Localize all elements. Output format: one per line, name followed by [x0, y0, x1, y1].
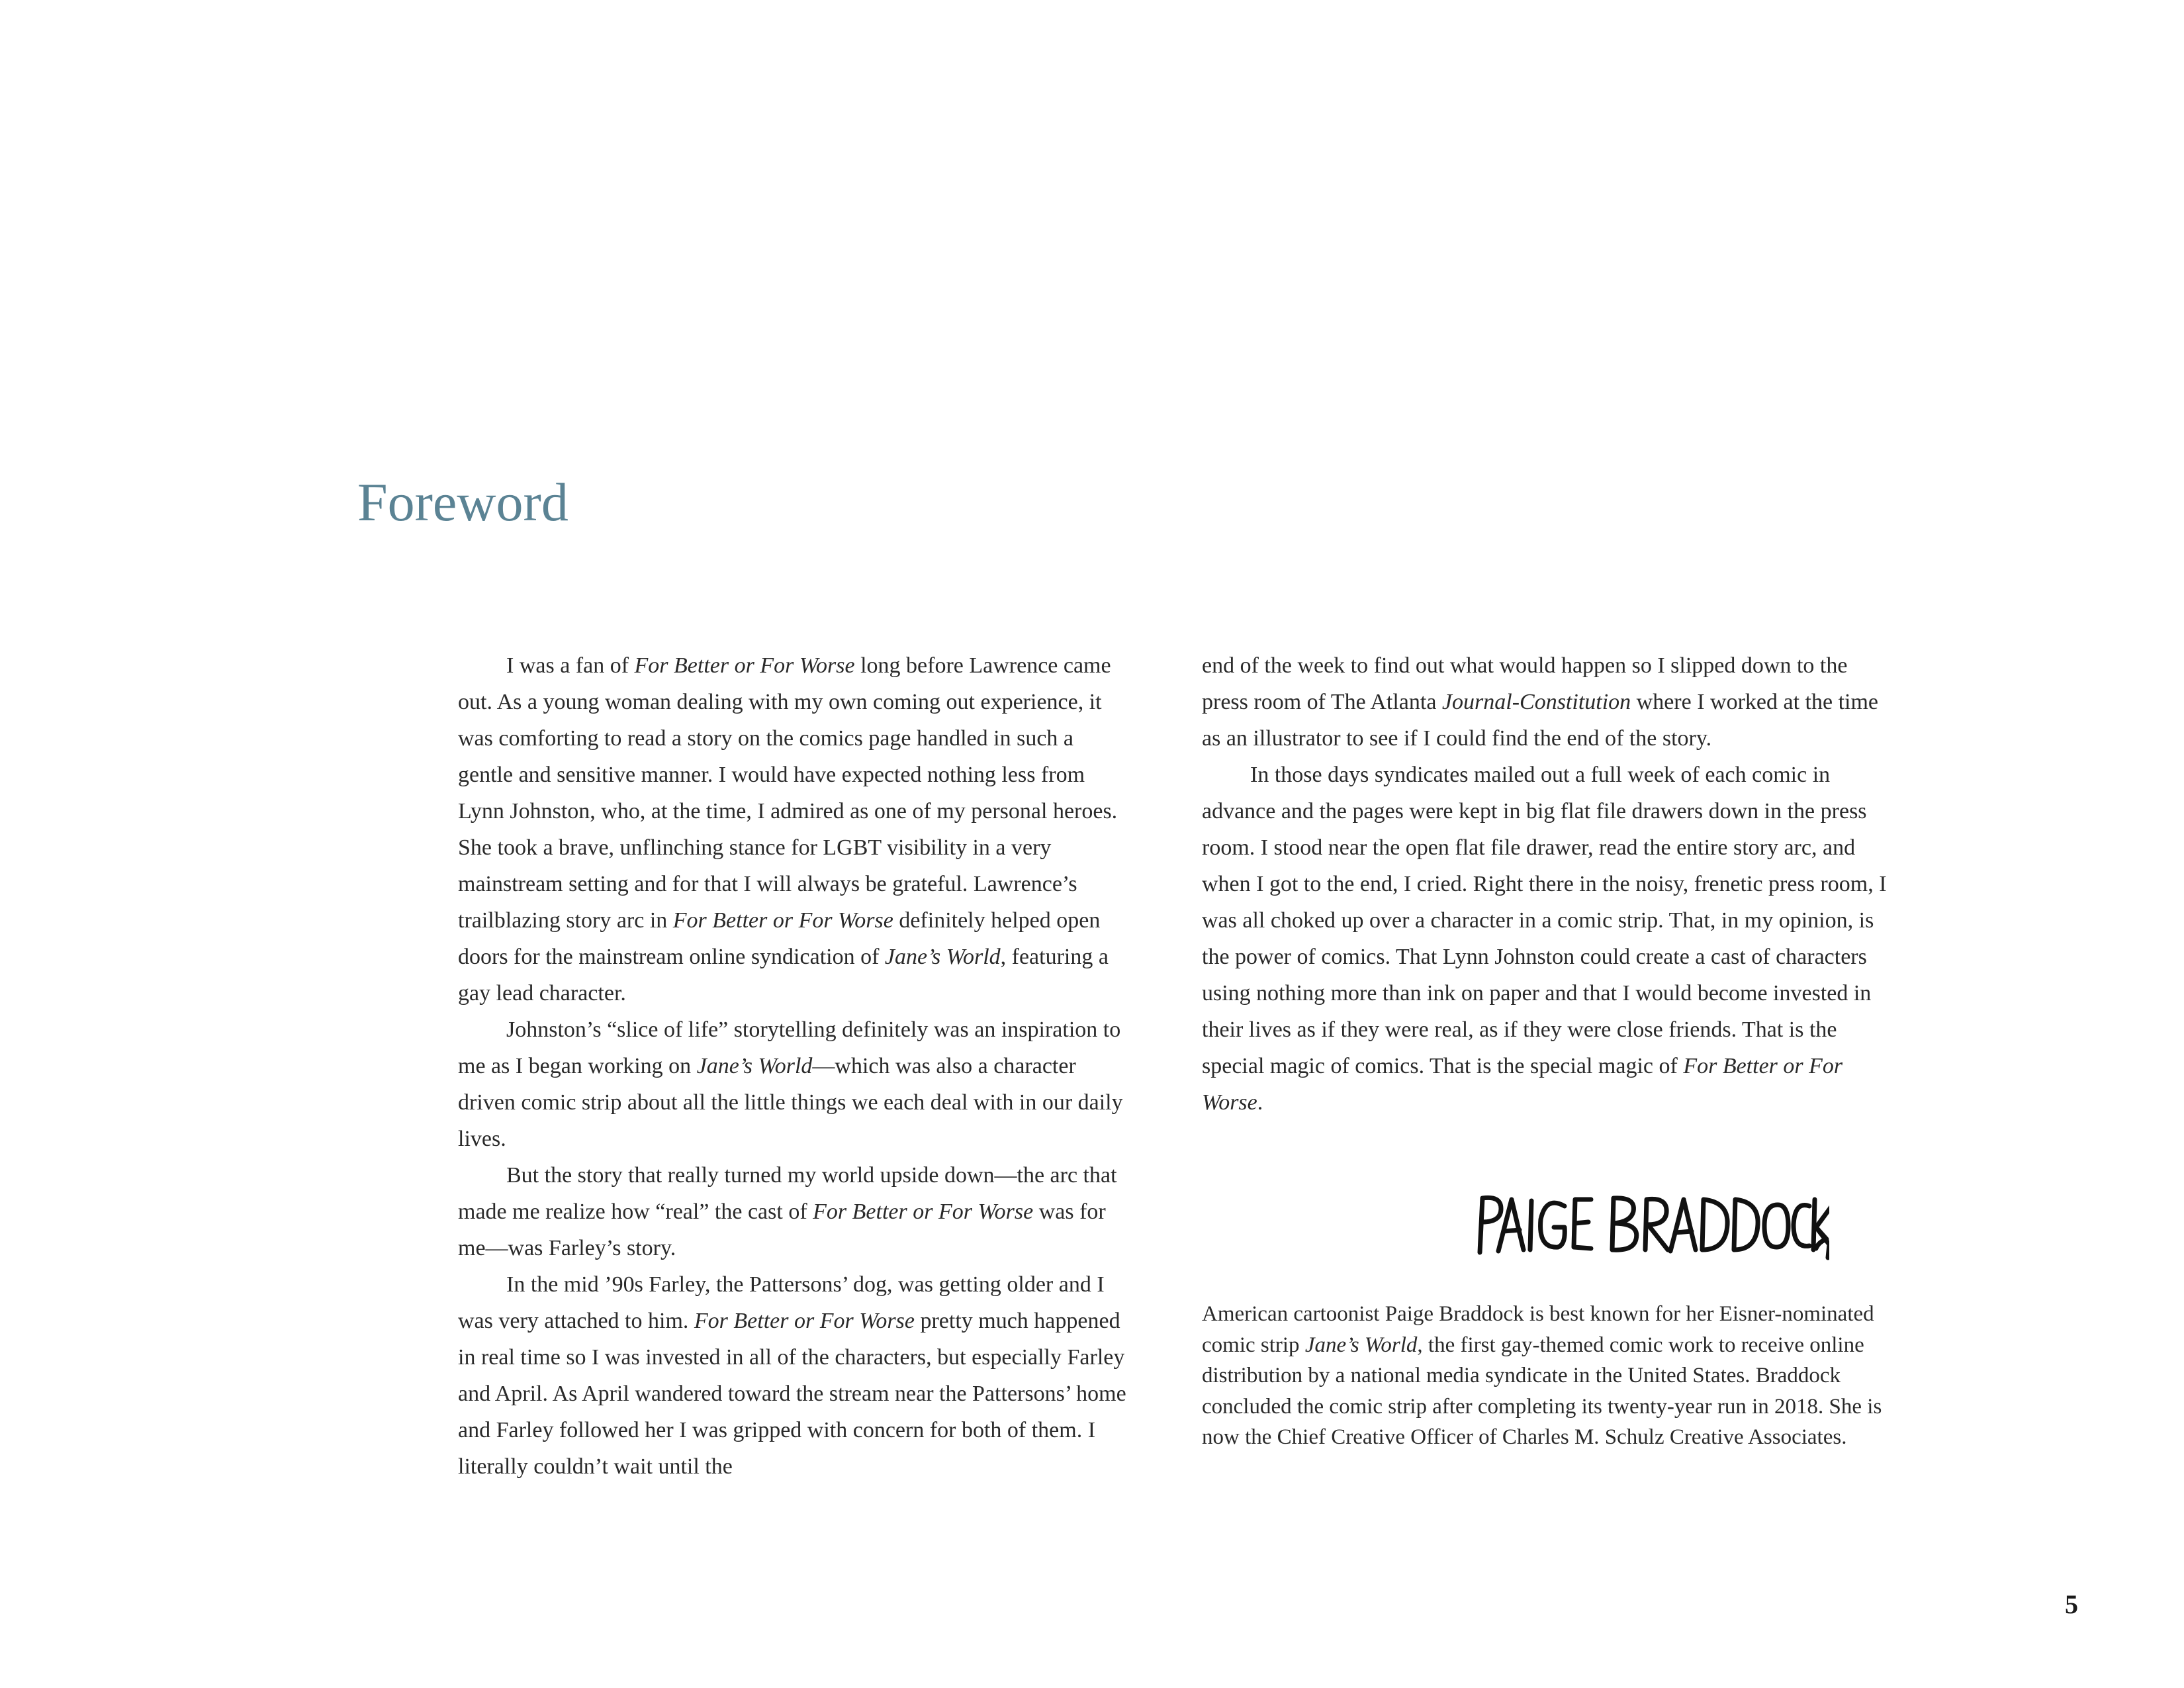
book-title: For Better or For Worse [813, 1199, 1034, 1224]
book-title: For Better or For Worse [672, 908, 893, 933]
paragraph-6: In those days syndicates mailed out a full week of each comic in advance and the pages were kept in big flat file drawers down in the press room. I stood near the open flat file drawer, read the entire story arc, and when I got to the end, I cried. Right there in the noisy, frenetic press room, I was all choked up over a character in a comic strip. That, in my opinion, is the power of comics. That Lynn Johnston could create a cast of characters using nothing more than ink on paper and that I would become invested in their lives as if they were real, as if they were close friends. That is the special magic of comics. That is the special magic of For Better or For Worse. [1202, 763, 1887, 1115]
paragraph-5: end of the week to find out what would happen so I slipped down to the press room of The Atlanta Journal-Constitution where I worked at the time as an illustrator to see if I could find the end of the story. [1202, 653, 1879, 751]
book-title: For Better or For Worse [634, 653, 855, 678]
newspaper-title: Journal-Constitution [1441, 690, 1631, 714]
strip-title: Jane’s World [696, 1054, 813, 1078]
page-number: 5 [2065, 1589, 2078, 1619]
strip-title: Jane’s World [884, 945, 1001, 969]
body-column-right [1202, 647, 1890, 1121]
page-title: Foreword [357, 472, 569, 532]
paragraph-4: In the mid ’90s Farley, the Pattersons’ dog, was getting older and I was very attached to him. For Better or For Worse pretty much happened in real time so I was invested in all of the characters, but especially Farley and April. As April wandered toward the stream near the Pattersons’ home and Farley followed her I was gripped with concern for both of them. I literally couldn’t wait until the [458, 1272, 1126, 1479]
book-title: For Better or For Worse [1202, 1054, 1843, 1115]
signature-image [1475, 1192, 1829, 1264]
strip-title: Jane’s World [1304, 1333, 1418, 1357]
paragraph-3: But the story that really turned my world upside down—the arc that made me realize how “real” the cast of For Better or For Worse was for me—was Farley’s story. [458, 1163, 1117, 1260]
paragraph-1: I was a fan of For Better or For Worse long before Lawrence came out. As a young woman dealing with my own coming out experience, it was comforting to read a story on the comics page handled in such a gentle and sensitive manner. I would have expected nothing less from Lynn Johnston, who, at the time, I admired as one of my personal heroes. She took a brave, unflinching stance for LGBT visibility in a very mainstream setting and for that I will always be grateful. Lawrence’s trailblazing story arc in For Better or For Worse definitely helped open doors for the mainstream online syndication of Jane’s World, featuring a gay lead character. [458, 653, 1118, 1006]
paragraph-2: Johnston’s “slice of life” storytelling definitely was an inspiration to me as I began working on Jane’s World—which was also a character driven comic strip about all the little things we each deal with in our daily lives. [458, 1017, 1123, 1151]
body-column-left [458, 647, 1126, 1485]
author-bio: American cartoonist Paige Braddock is best known for her Eisner-nominated comic strip Jane’s World, the first gay-themed comic work to receive online distribution by a national media syndicate in the United States. Braddock concluded the comic strip after completing its twenty-year run in 2018. She is now the Chief Creative Officer of Charles M. Schulz Creative Associates. [1202, 1302, 1882, 1449]
book-title: For Better or For Worse [694, 1309, 915, 1333]
